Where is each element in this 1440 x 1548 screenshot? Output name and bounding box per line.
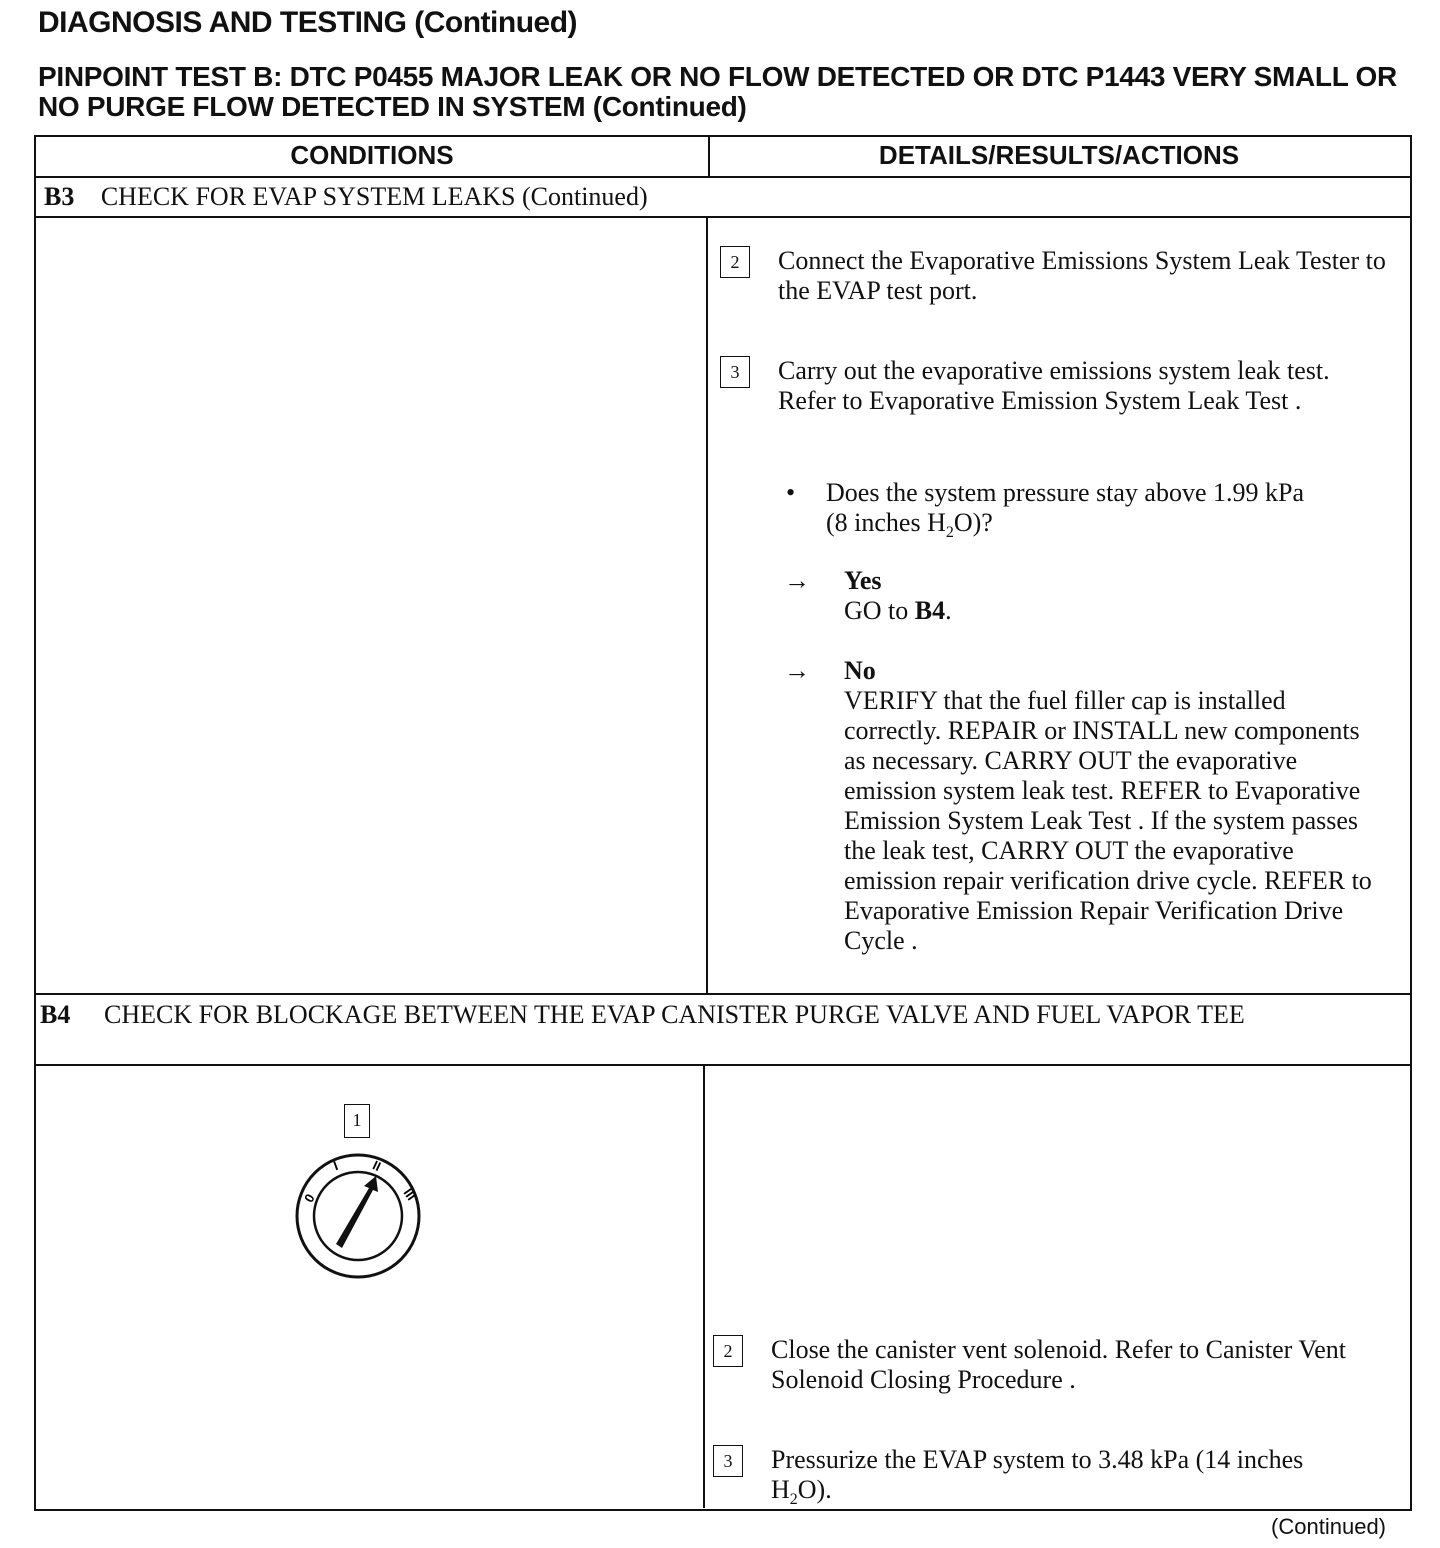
yes-action (844, 596, 1384, 626)
b3-step2-text: Connect the Evaporative Emissions System Leak Tester to the EVAP test port. (778, 246, 1386, 305)
continued-footer: (Continued) (1271, 1514, 1386, 1539)
b4-step3-text (771, 1445, 1396, 1515)
yes-arrow-icon: → (784, 566, 810, 595)
b4-column-divider (703, 1064, 705, 1508)
b3-step3-number: 3 (720, 356, 750, 388)
question-subscript: 2 (945, 524, 954, 542)
b4-step3-subscript: 2 (789, 1491, 798, 1509)
ignition-pos-1: I (331, 1157, 340, 1174)
ignition-switch-illustration (290, 1148, 426, 1284)
b4-title-top-divider (34, 993, 1410, 995)
no-action-part2: the leak test, CARRY OUT the evaporative emission repair verification drive cycle. REFER to Evaporative Emission Repair Verification Drive Cycle . (844, 836, 1372, 955)
b4-step2-number: 2 (713, 1335, 743, 1367)
no-label: No (844, 656, 876, 685)
b4-step2-text: Close the canister vent solenoid. Refer to Canister Vent Solenoid Closing Procedure . (771, 1335, 1346, 1394)
pinpoint-test-title: PINPOINT TEST B: DTC P0455 MAJOR LEAK OR NO FLOW DETECTED OR DTC P1443 VERY SMALL OR NO PURGE FLOW DETECTED IN SYSTEM (Continued) (38, 61, 1397, 122)
no-action-part1: VERIFY that the fuel filler cap is installed correctly. REPAIR or INSTALL new components as necessary. CARRY OUT the evaporative emission system leak test. REFER to Evaporative Emission System Leak Test . If the system passes (844, 686, 1361, 835)
b4-step3-line-2-end: O). (797, 1475, 832, 1504)
b3-step-id: B3 (44, 182, 75, 211)
ignition-key-arrow-icon (336, 1176, 378, 1248)
no-branch (844, 656, 1384, 956)
ignition-pos-2: II (370, 1157, 384, 1175)
ignition-pos-0: 0 (301, 1191, 318, 1205)
yes-branch (844, 566, 1384, 626)
b4-title-divider (34, 1064, 1410, 1066)
yes-action-end: . (945, 596, 952, 625)
bullet-marker: • (786, 478, 796, 507)
b3-column-divider (706, 216, 708, 994)
yes-action-go: GO to (844, 596, 915, 625)
b4-step3-line-1: Pressurize the EVAP system to 3.48 kPa (14 inches (771, 1445, 1304, 1474)
b3-question (826, 478, 1396, 548)
b4-step-title: CHECK FOR BLOCKAGE BETWEEN THE EVAP CANISTER PURGE VALVE AND FUEL VAPOR TEE (104, 1000, 1245, 1029)
header-row-divider (34, 176, 1410, 178)
b3-step-title: CHECK FOR EVAP SYSTEM LEAKS (Continued) (100, 182, 648, 211)
b4-step-header (40, 1000, 1380, 1030)
b4-step3-line-2: H (771, 1475, 790, 1504)
b3-step-header (44, 182, 648, 212)
yes-action-target[interactable]: B4 (914, 596, 946, 625)
b3-title-divider (34, 216, 1410, 218)
question-line-2-end: O)? (953, 508, 993, 537)
details-column-header: DETAILS/RESULTS/ACTIONS (878, 140, 1240, 170)
question-line-1: Does the system pressure stay above 1.99 kPa (826, 478, 1305, 507)
no-arrow-icon: → (784, 656, 810, 685)
page-title: DIAGNOSIS AND TESTING (Continued) (38, 6, 578, 39)
b4-step3-number: 3 (713, 1445, 743, 1477)
conditions-column-header: CONDITIONS (290, 140, 454, 170)
illustration-number: 1 (344, 1104, 370, 1138)
b3-step2-number: 2 (720, 246, 750, 278)
b3-step3-text: Carry out the evaporative emissions system leak test. Refer to Evaporative Emission System Leak Test . (778, 356, 1330, 415)
question-line-2: (8 inches H (826, 508, 946, 537)
b4-step-id: B4 (40, 1000, 71, 1029)
yes-label: Yes (844, 566, 882, 595)
ignition-pos-3: III (400, 1185, 420, 1204)
